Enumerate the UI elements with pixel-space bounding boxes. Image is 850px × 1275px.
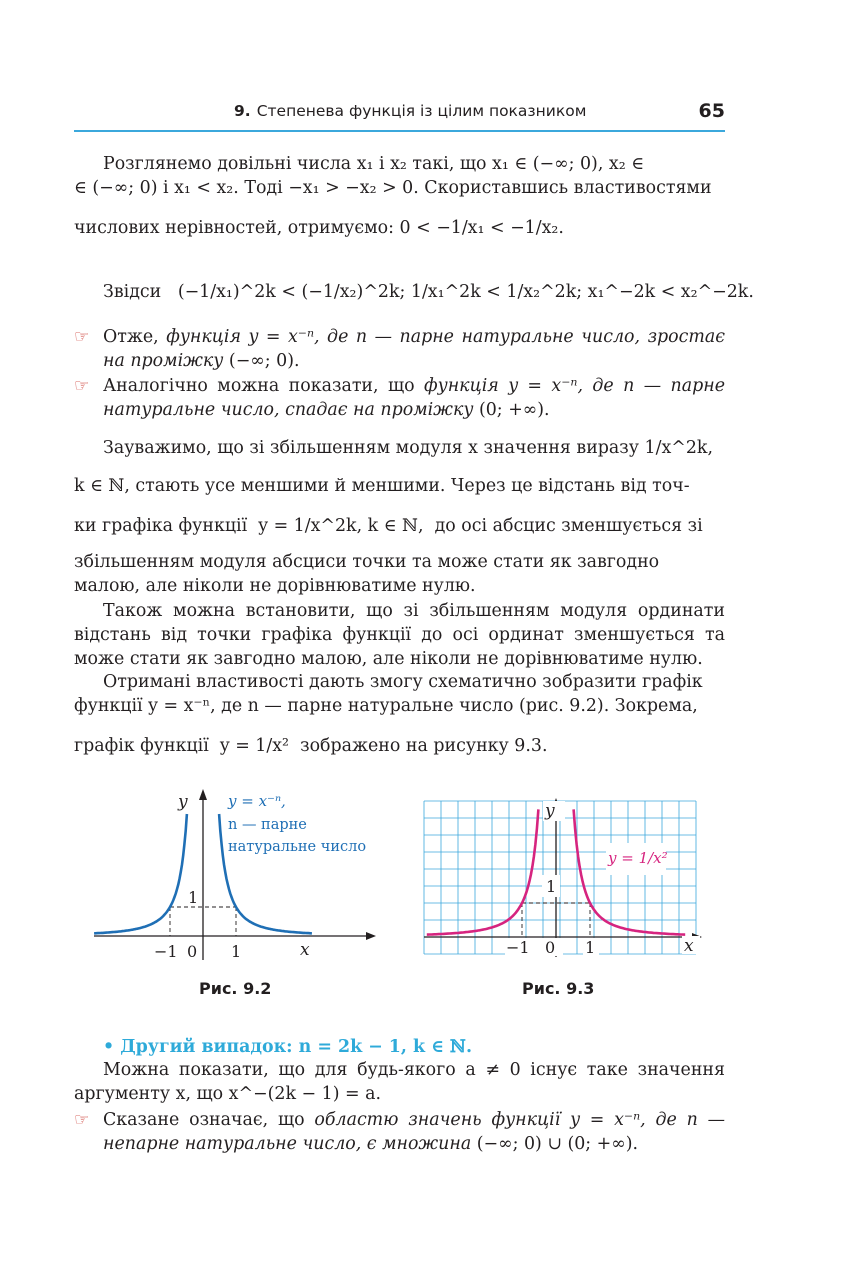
- tick-minus-one: −1: [154, 942, 178, 961]
- pointing-hand-icon: ☞: [74, 1110, 90, 1130]
- para3-line3-post: до осі абсцис зменшується зі: [434, 516, 703, 536]
- para1-line1: Розглянемо довільні числа x₁ і x₂ такі, що x₁ ∈ (−∞; 0), x₂ ∈: [103, 154, 645, 174]
- para6: Можна показати, що для будь-якого a ≠ 0 існує таке значення аргументу x, що x^−(2k − 1) = a.: [74, 1060, 725, 1104]
- conclusion3-italic: областю значень функції y = x⁻ⁿ, де n — непарне натуральне число, є множина: [103, 1110, 725, 1154]
- curve-label-line2: n — парне: [228, 817, 307, 833]
- figure-9-3: [420, 795, 705, 960]
- para3-line3: [74, 516, 725, 536]
- x-label: x: [684, 936, 694, 956]
- fig92-caption: Рис. 9.2: [199, 979, 272, 998]
- figure-9-2: [88, 785, 378, 965]
- tick-minus-one: −1: [506, 938, 530, 957]
- y-label: y: [178, 792, 188, 812]
- fig93-caption: Рис. 9.3: [522, 979, 595, 998]
- para2-prefix: Звідси: [103, 282, 162, 302]
- curve-formula: y = 1/x²: [608, 849, 668, 867]
- curve-label-line3: натуральне число: [228, 839, 367, 855]
- conclusion2-italic: функція y = x⁻ⁿ, де n — парне натуральне число, спадає на проміжку: [103, 376, 725, 420]
- conclusion2: [103, 374, 725, 422]
- case2-title: Другий випадок: n = 2k − 1, k ∈ ℕ.: [120, 1037, 472, 1057]
- curve-left-branch: [94, 814, 187, 933]
- para5-line3: [74, 736, 725, 756]
- para3-line1: [103, 438, 754, 458]
- para1-line3-math: 0 < −1/x₁ < −1/x₂.: [399, 218, 564, 238]
- x-label: x: [300, 940, 310, 960]
- tick-one-x: 1: [585, 938, 596, 957]
- para2-line: [103, 282, 754, 302]
- para3-line4: збільшенням модуля абсциси точки та може стати як завгодно: [74, 552, 660, 572]
- x-axis-arrow: [366, 932, 376, 940]
- tick-zero: 0: [545, 938, 556, 957]
- para5-line2: функції y = x⁻ⁿ, де n — парне натуральне число (рис. 9.2). Зокрема,: [74, 696, 698, 716]
- para1-line3-text: числових нерівностей, отримуємо:: [74, 218, 394, 238]
- section-number: 9.: [234, 102, 251, 120]
- case2-bullet: •: [103, 1037, 115, 1057]
- conclusion2-lead: Аналогічно можна показати, що: [103, 376, 415, 396]
- tick-one-x: 1: [231, 942, 242, 961]
- para3-line5: малою, але ніколи не дорівнюватиме нулю.: [74, 576, 476, 596]
- para3-line3-math: y = 1/x^2k, k ∈ ℕ,: [258, 516, 424, 536]
- para5-line1: Отримані властивості дають змогу схематично зобразити графік: [103, 672, 703, 692]
- conclusion1: [103, 325, 725, 373]
- conclusion3-interval: (−∞; 0) ∪ (0; +∞).: [476, 1134, 639, 1154]
- para5-line3-pre: графік функції: [74, 736, 209, 756]
- y-label: y: [545, 801, 555, 821]
- para3-line2: k ∈ ℕ, стають усе меншими й меншими. Через це відстань від точ-: [74, 476, 690, 496]
- conclusion1-italic: функція y = x⁻ⁿ, де n — парне натуральне число, зростає на проміжку: [103, 327, 725, 371]
- pointing-hand-icon: ☞: [74, 376, 90, 396]
- para3-line3-pre: ки графіка функції: [74, 516, 248, 536]
- tick-zero: 0: [187, 942, 198, 961]
- para5-line3-post: зображено на рисунку 9.3.: [300, 736, 548, 756]
- para4: Також можна встановити, що зі збільшенням модуля ординати відстань від точки графіка функції до осі ординат зменшується та може стати як завгодно малою, але ніколи не дорівнюватиме нулю.: [74, 601, 725, 669]
- tick-one-y: 1: [546, 877, 557, 896]
- conclusion1-lead: Отже,: [103, 327, 159, 347]
- conclusion3-lead: Сказане означає, що: [103, 1110, 305, 1130]
- para1-line3: [74, 218, 725, 238]
- page-header: [74, 100, 725, 132]
- pointing-hand-icon: ☞: [74, 327, 90, 347]
- tick-one-y: 1: [188, 888, 199, 907]
- section-title-text: Степенева функція із цілим показником: [256, 102, 587, 120]
- y-axis-arrow: [199, 789, 207, 800]
- case2-heading: [103, 1037, 754, 1057]
- section-title: [234, 102, 586, 120]
- conclusion3: [103, 1108, 725, 1156]
- para3-line1-math: 1/x^2k,: [644, 438, 713, 458]
- curve-left-branch: [427, 809, 539, 934]
- curve-label-line1: y = x⁻ⁿ,: [228, 792, 286, 810]
- para3-line1-text: Зауважимо, що зі збільшенням модуля x значення виразу: [103, 438, 640, 458]
- page-number: 65: [698, 100, 725, 122]
- para5-line3-math: y = 1/x²: [219, 736, 290, 756]
- conclusion1-interval: (−∞; 0).: [228, 351, 300, 371]
- conclusion2-interval: (0; +∞).: [478, 400, 550, 420]
- para2-math: (−1/x₁)^2k < (−1/x₂)^2k; 1/x₁^2k < 1/x₂^2k; x₁^−2k < x₂^−2k.: [177, 282, 754, 302]
- para1-line2: ∈ (−∞; 0) і x₁ < x₂. Тоді −x₁ > −x₂ > 0. Скориставшись властивостями: [74, 178, 712, 198]
